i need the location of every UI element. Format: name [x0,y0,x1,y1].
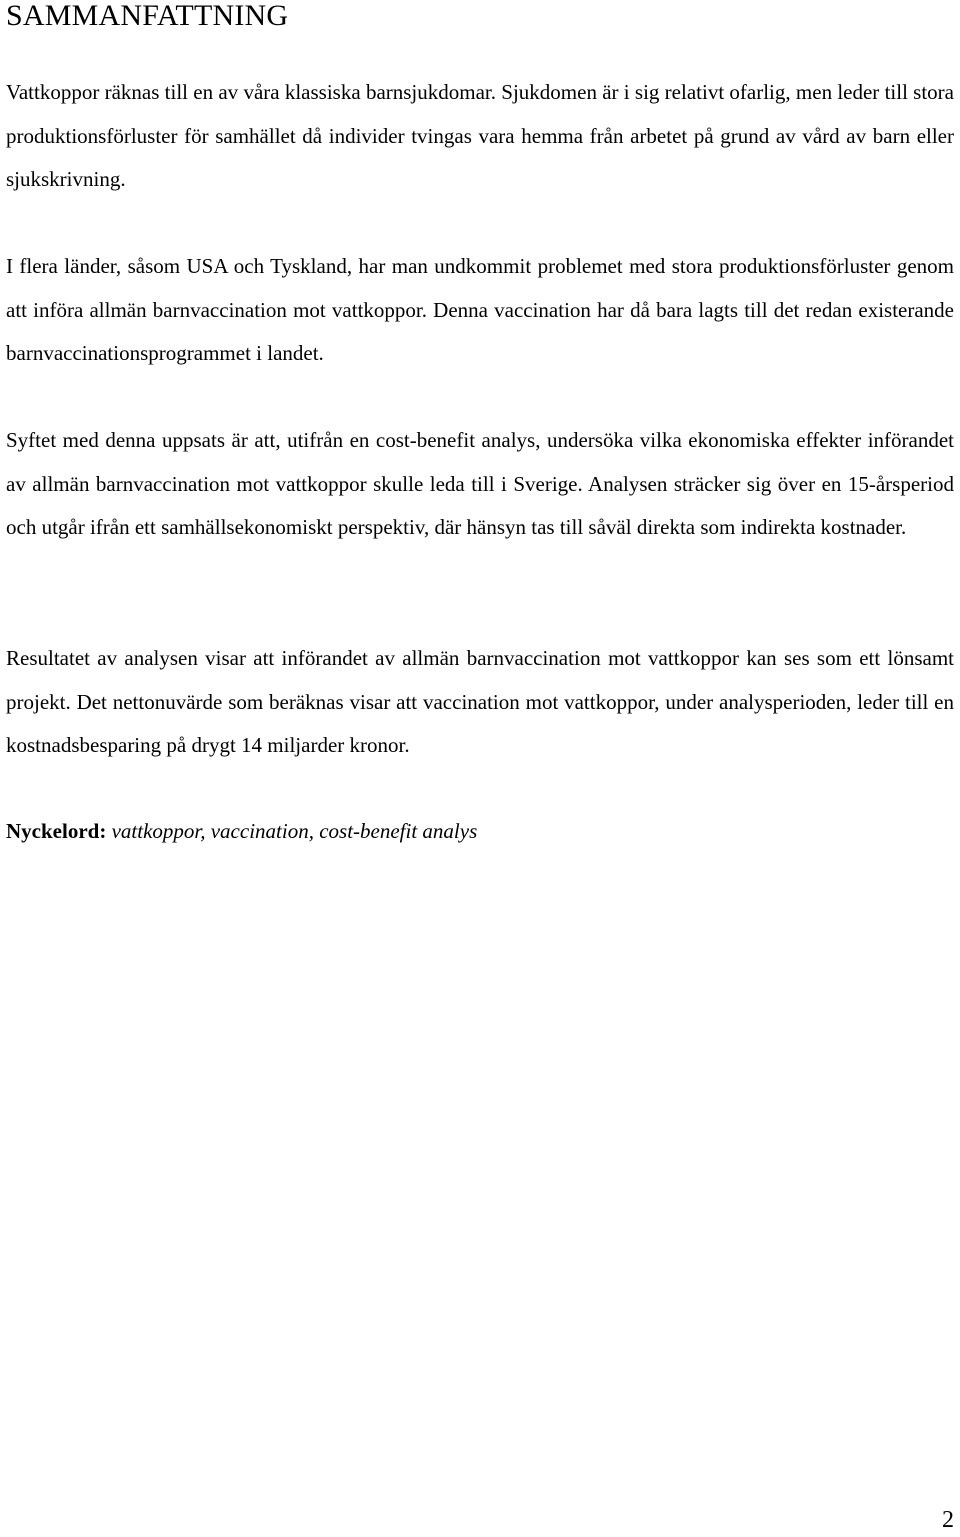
page-title: SAMMANFATTNING [6,0,289,32]
paragraph-countries: I flera länder, såsom USA och Tyskland, har man undkommit problemet med stora produktionsförluster genom att införa allmän barnvaccination mot vattkoppor. Denna vaccination har då bara lagts till det redan existerande barnvaccinationsprogrammet i landet. [6,254,954,365]
keywords-line [6,810,477,854]
page-number: 2 [942,1507,954,1533]
keywords-values: vattkoppor, vaccination, cost-benefit analys [111,819,478,843]
paragraph-intro: Vattkoppor räknas till en av våra klassiska barnsjukdomar. Sjukdomen är i sig relativt ofarlig, men leder till stora produktionsförluster för samhället då individer tvingas vara hemma från arbetet på grund av vård av barn eller sjukskrivning. [6,80,954,191]
paragraph-results: Resultatet av analysen visar att införandet av allmän barnvaccination mot vattkoppor kan ses som ett lönsamt projekt. Det nettonuvärde som beräknas visar att vaccination mot vattkoppor, under analysperioden, leder till en kostnadsbesparing på drygt 14 miljarder kronor. [6,646,954,757]
keywords-label: Nyckelord: [6,819,107,843]
paragraph-purpose: Syftet med denna uppsats är att, utifrån en cost-benefit analys, undersöka vilka ekonomiska effekter införandet av allmän barnvaccination mot vattkoppor skulle leda till i Sverige. Analysen sträcker sig över en 15-årsperiod och utgår ifrån ett samhällsekonomiskt perspektiv, där hänsyn tas till såväl direkta som indirekta kostnader. [6,428,954,539]
